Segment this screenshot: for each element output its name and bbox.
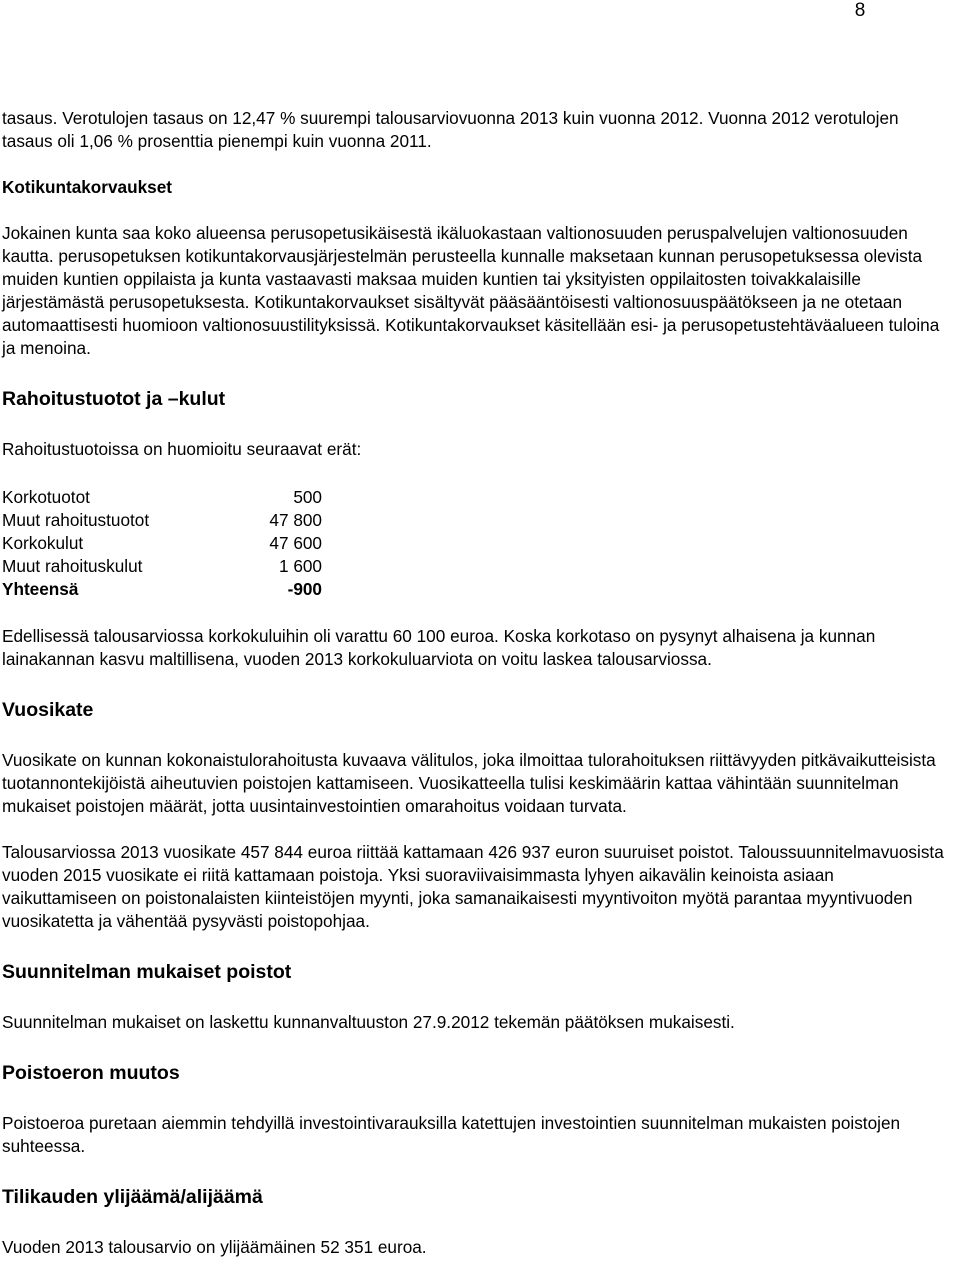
- suunnitelman-poistot-heading: Suunnitelman mukaiset poistot: [2, 961, 292, 983]
- row-value: 47 600: [269, 533, 322, 553]
- row-value: 47 800: [269, 510, 322, 530]
- table-row: [2, 532, 322, 555]
- poistoero-heading: Poistoeron muutos: [2, 1062, 180, 1084]
- row-label: Muut rahoituskulut: [2, 556, 143, 576]
- row-label: Muut rahoitustuotot: [2, 510, 150, 530]
- row-label: Korkotuotot: [2, 487, 90, 507]
- row-value: 1 600: [278, 556, 322, 576]
- table-row: [2, 555, 322, 578]
- suunnitelman-poistot-paragraph: Suunnitelman mukaiset on laskettu kunnanvaltuuston 27.9.2012 tekemän päätöksen mukaisesti.: [2, 1012, 735, 1032]
- row-label: Korkokulut: [2, 533, 84, 553]
- vuosikate-paragraph-2: Talousarviossa 2013 vuosikate 457 844 euroa riittää kattamaan 426 937 euron suuruiset poistot. Taloussuunnitelmavuosista vuoden 2015 vuosikate ei riitä kattamaan poistoja. Yksi suoraviivaisimmasta lyhyen aikavälin keinoista asiaan vaikuttamiseen on poistonalaisten kiinteistöjen myynti, joka samanaikaisesti myyntivoiton myötä parantaa myyntivuoden vuosikatetta ja vähentää pysyvästi poistopohjaa.: [2, 842, 944, 931]
- total-value: -900: [287, 579, 322, 599]
- vuosikate-paragraph-1: Vuosikate on kunnan kokonaistulorahoitusta kuvaava välitulos, joka ilmoittaa tulorahoituksen riittävyyden pitkävaikutteisista tuotannontekijöistä aiheutuvien poistojen kattamiseen. Vuosikatteella tulisi keskimäärin kattaa vähintään suunnitelman mukaiset poistojen määrät, jotta uusintainvestointien omarahoitus voidaan turvata.: [2, 750, 936, 816]
- kotikuntakorvaukset-paragraph: Jokainen kunta saa koko alueensa perusopetusikäisestä ikäluokastaan valtionosuuden peruspalvelujen valtionosuuden kautta. perusopetuksen kotikuntakorvausjärjestelmän perusteella kunnalle maksetaan kunnan perusopetuksessa olevista muiden kuntien oppilaista ja kunta vastaavasti maksaa muiden kuntien tai yksityisten oppilaitosten toivakkalaisille järjestämästä perusopetuksesta. Kotikuntakorvaukset sisältyvät pääsääntöisesti valtionosuuspäätökseen ja ne otetaan automaattisesti huomioon valtionosuustilityksissä. Kotikuntakorvaukset käsitellään esi- ja perusopetustehtäväalueen tuloina ja menoina.: [2, 223, 940, 358]
- tilikauden-heading: Tilikauden ylijäämä/alijäämä: [2, 1186, 263, 1208]
- tilikauden-paragraph: Vuoden 2013 talousarvio on ylijäämäinen 52 351 euroa.: [2, 1237, 427, 1257]
- rahoitus-heading: Rahoitustuotot ja –kulut: [2, 388, 226, 410]
- total-row: [2, 578, 322, 601]
- page-number: 8: [854, 0, 866, 21]
- rahoitus-intro: Rahoitustuotoissa on huomioitu seuraavat erät:: [2, 439, 362, 459]
- table-row: [2, 509, 322, 532]
- total-label: Yhteensä: [2, 579, 79, 599]
- rahoitus-paragraph: Edellisessä talousarviossa korkokuluihin oli varattu 60 100 euroa. Koska korkotaso on pysynyt alhaisena ja kunnan lainakannan kasvu maltillisena, vuoden 2013 korkokuluarviota on voitu laskea talousarviossa.: [2, 626, 876, 669]
- poistoero-paragraph: Poistoeroa puretaan aiemmin tehdyillä investointivarauksilla katettujen investointien suunnitelman mukaisten poistojen suhteessa.: [2, 1113, 901, 1156]
- kotikuntakorvaukset-heading: Kotikuntakorvaukset: [2, 177, 173, 197]
- intro-paragraph: tasaus. Verotulojen tasaus on 12,47 % suurempi talousarviovuonna 2013 kuin vuonna 2012. Vuonna 2012 verotulojen tasaus oli 1,06 % prosenttia pienempi kuin vuonna 2011.: [2, 108, 899, 151]
- table-row: [2, 486, 322, 509]
- rahoitus-table: [2, 486, 322, 601]
- vuosikate-heading: Vuosikate: [2, 699, 94, 721]
- document-body: [2, 107, 952, 1259]
- row-value: 500: [293, 487, 322, 507]
